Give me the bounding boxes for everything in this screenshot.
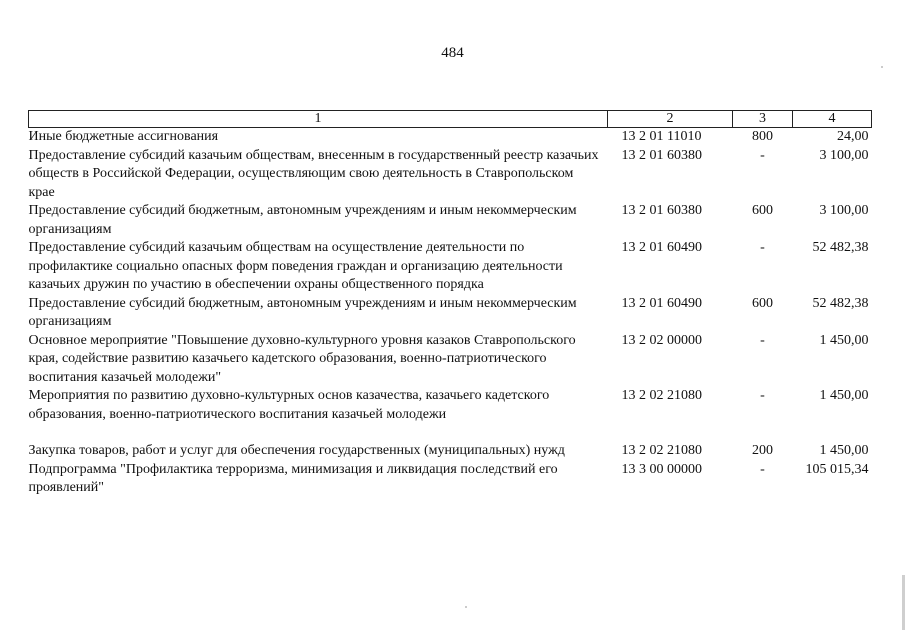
row-code: 13 2 01 60380 — [621, 147, 702, 163]
header-col-3: 3 — [733, 111, 793, 128]
table-row — [29, 442, 872, 461]
table-row — [29, 461, 872, 498]
table-header — [29, 111, 872, 128]
row-amount: 52 482,38 — [812, 240, 869, 255]
row-name: Предоставление субсидий казачьим обществам, внесенным в государственный реестр казачьих обществ в Российской Федерации, осуществляющим свою деятельность в Ставропольском крае — [28, 147, 599, 200]
row-code: 13 2 01 60380 — [621, 203, 702, 218]
table-row — [29, 332, 872, 388]
scan-speck — [465, 606, 467, 608]
row-type: 200 — [752, 443, 773, 458]
row-amount: 3 100,00 — [819, 147, 869, 163]
row-name: Предоставление субсидий бюджетным, автономным учреждениям и иным некоммерческим организациям — [28, 295, 577, 329]
header-col-4: 4 — [793, 111, 872, 128]
row-type: - — [760, 388, 765, 403]
row-amount: 105 015,34 — [805, 461, 869, 477]
row-amount: 52 482,38 — [812, 295, 869, 311]
table-row — [29, 147, 872, 203]
row-amount: 1 450,00 — [819, 388, 869, 403]
row-type: 600 — [752, 295, 773, 311]
scan-speck — [881, 66, 883, 68]
row-name: Закупка товаров, работ и услуг для обеспечения государственных (муниципальных) нужд — [28, 443, 565, 458]
row-code: 13 2 02 21080 — [621, 443, 702, 458]
table-row — [29, 239, 872, 295]
row-code: 13 2 01 60490 — [621, 295, 702, 311]
table-row — [29, 387, 872, 442]
row-code: 13 3 00 00000 — [621, 461, 702, 477]
row-amount: 1 450,00 — [819, 332, 869, 348]
row-name: Мероприятия по развитию духовно-культурных основ казачества, казачьего кадетского образования, военно-патриотического воспитания казачьей молодежи — [28, 388, 550, 422]
table-row — [29, 128, 872, 147]
row-name: Основное мероприятие "Повышение духовно-культурного уровня казаков Ставропольского края, содействие развитию казачьего кадетского образования, военно-патриотического воспитания казачьей молодежи" — [28, 332, 576, 385]
row-type: - — [760, 461, 765, 477]
row-amount: 24,00 — [837, 129, 869, 144]
table-row — [29, 295, 872, 332]
table-row — [29, 202, 872, 239]
row-code: 13 2 01 60490 — [621, 240, 702, 255]
row-type: - — [760, 332, 765, 348]
row-amount: 3 100,00 — [819, 203, 869, 218]
row-amount: 1 450,00 — [819, 443, 869, 458]
header-row — [29, 111, 872, 128]
row-name: Предоставление субсидий бюджетным, автономным учреждениям и иным некоммерческим организациям — [28, 203, 577, 237]
row-type: - — [760, 147, 765, 163]
budget-table — [28, 110, 872, 498]
table-body — [29, 128, 872, 498]
page-number: 484 — [441, 45, 464, 61]
row-code: 13 2 01 11010 — [621, 129, 702, 144]
row-code: 13 2 02 00000 — [621, 332, 702, 348]
header-col-1: 1 — [29, 111, 608, 128]
row-name: Предоставление субсидий казачьим обществам на осуществление деятельности по профилактике социально опасных форм поведения граждан и организацию деятельности казачьих дружин по участию в обеспечении охраны общественного порядка — [28, 240, 563, 292]
header-col-2: 2 — [608, 111, 733, 128]
row-type: 800 — [752, 129, 773, 144]
row-code: 13 2 02 21080 — [621, 388, 702, 403]
row-type: - — [760, 240, 765, 255]
row-name: Иные бюджетные ассигнования — [28, 129, 219, 144]
row-name: Подпрограмма "Профилактика терроризма, минимизация и ликвидация последствий его проявлений" — [28, 461, 558, 495]
row-type: 600 — [752, 203, 773, 218]
